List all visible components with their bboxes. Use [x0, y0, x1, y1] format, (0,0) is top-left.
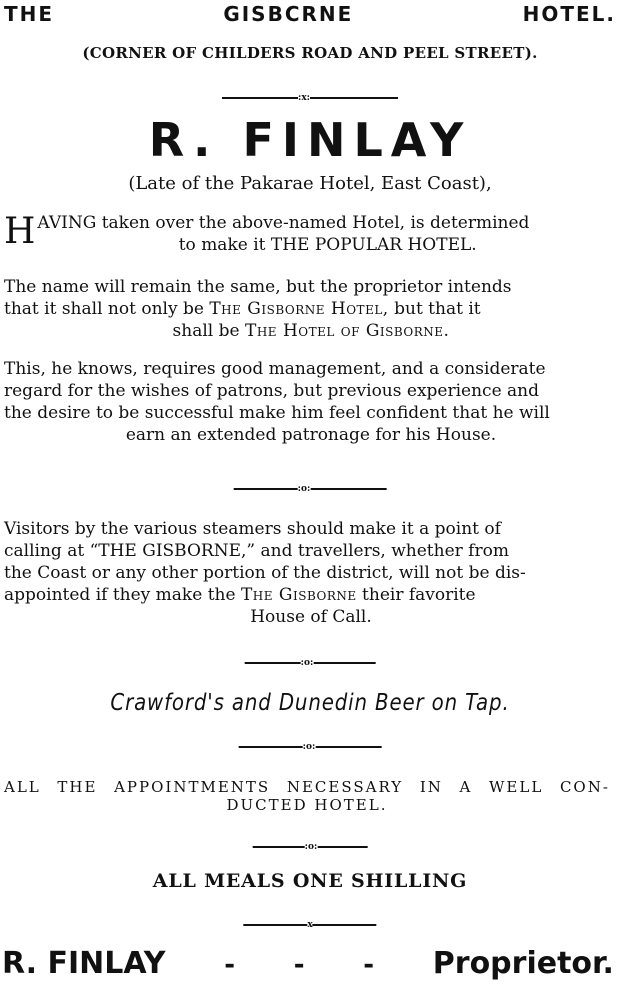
- divider-3-mark: :o:: [300, 658, 314, 668]
- para3-line4: earn an extended patronage for his House.: [125, 425, 497, 445]
- para4-line4-smallcaps: The Gisborne: [240, 585, 357, 605]
- paragraph-having: [4, 212, 618, 256]
- para2-line3-text: shall be: [172, 321, 245, 341]
- para4-line1: Visitors by the various steamers should make it a point of: [4, 519, 501, 539]
- proprietor-name-headline: R. FINLAY: [148, 113, 472, 167]
- masthead-word-the: THE: [4, 2, 55, 26]
- footer-name: R. FINLAY: [2, 946, 166, 981]
- footer-dash: -: [293, 950, 305, 980]
- footer-title: Proprietor.: [432, 946, 614, 981]
- divider-4-mark: :o:: [302, 742, 316, 752]
- para2-line3-smallcaps: The Hotel of Gisborne.: [244, 321, 450, 341]
- appointments-word: ALL: [4, 778, 41, 796]
- divider-6: [243, 920, 376, 930]
- para4-line4: [4, 584, 618, 606]
- para3-line2: regard for the wishes of patrons, but previous experience and: [4, 381, 539, 401]
- paragraph-name: [4, 276, 618, 342]
- divider-6-mark: x: [307, 920, 313, 930]
- beer-on-tap-line: Crawford's and Dunedin Beer on Tap.: [110, 690, 510, 716]
- para2-line2-text-b: but that it: [388, 299, 481, 319]
- para4-line4-text-a: appointed if they make the: [4, 585, 241, 605]
- meals-price-line: ALL MEALS ONE SHILLING: [152, 870, 468, 892]
- masthead: [4, 2, 616, 26]
- appointments-word: APPOINTMENTS: [114, 778, 271, 796]
- divider-2-mark: :o:: [297, 484, 311, 494]
- masthead-word-gisborne: GISBCRNE: [223, 2, 354, 26]
- divider-5-mark: :o:: [304, 842, 318, 852]
- para4-line2: calling at “THE GISBORNE,” and travellers, whether from: [4, 541, 509, 561]
- appointments-word: IN: [419, 778, 443, 796]
- para4-line5: House of Call.: [250, 607, 372, 627]
- divider-3: [245, 658, 376, 668]
- para4-line3: the Coast or any other portion of the district, will not be dis-: [4, 563, 526, 583]
- appointments-word: NECESSARY: [286, 778, 404, 796]
- appointments-word: WELL: [489, 778, 544, 796]
- paragraph-visitors: [4, 518, 618, 628]
- footer-dash: -: [363, 950, 375, 980]
- para2-line2-text-a: that it shall not only be: [4, 299, 210, 319]
- para4-line4-text-b: their favorite: [356, 585, 476, 605]
- para3-line3: the desire to be successful make him feel confident that he will: [4, 403, 550, 423]
- divider-2: [234, 484, 387, 494]
- late-of-line: (Late of the Pakarae Hotel, East Coast),: [128, 173, 492, 194]
- masthead-word-hotel: HOTEL.: [522, 2, 616, 26]
- appointments-line2: DUCTED HOTEL.: [226, 796, 388, 814]
- para2-line3: [4, 320, 618, 342]
- appointments-notice: [4, 778, 610, 814]
- footer-dash: -: [224, 950, 235, 980]
- location-line: (CORNER OF CHILDERS ROAD AND PEEL STREET).: [82, 44, 538, 62]
- appointments-word: CON-: [559, 778, 610, 796]
- paragraph-management: [4, 358, 618, 446]
- para1-line2: to make it THE POPULAR HOTEL.: [178, 235, 477, 255]
- appointments-line1: [4, 778, 610, 796]
- para2-line2-smallcaps: The Gisborne Hotel,: [209, 299, 389, 319]
- para2-line1: The name will remain the same, but the proprietor intends: [4, 277, 512, 297]
- divider-5: [253, 842, 368, 852]
- divider-4: [239, 742, 382, 752]
- appointments-word: A: [459, 778, 473, 796]
- divider-1: [222, 93, 398, 103]
- para3-line1: This, he knows, requires good management, and a considerate: [4, 359, 546, 379]
- appointments-word: THE: [57, 778, 98, 796]
- drop-cap: H: [4, 211, 36, 252]
- signature-footer: [2, 944, 614, 985]
- para2-line2: [4, 298, 618, 320]
- para1-line1: AVING taken over the above-named Hotel, is determined: [37, 213, 530, 233]
- divider-1-mark: :x:: [297, 93, 311, 103]
